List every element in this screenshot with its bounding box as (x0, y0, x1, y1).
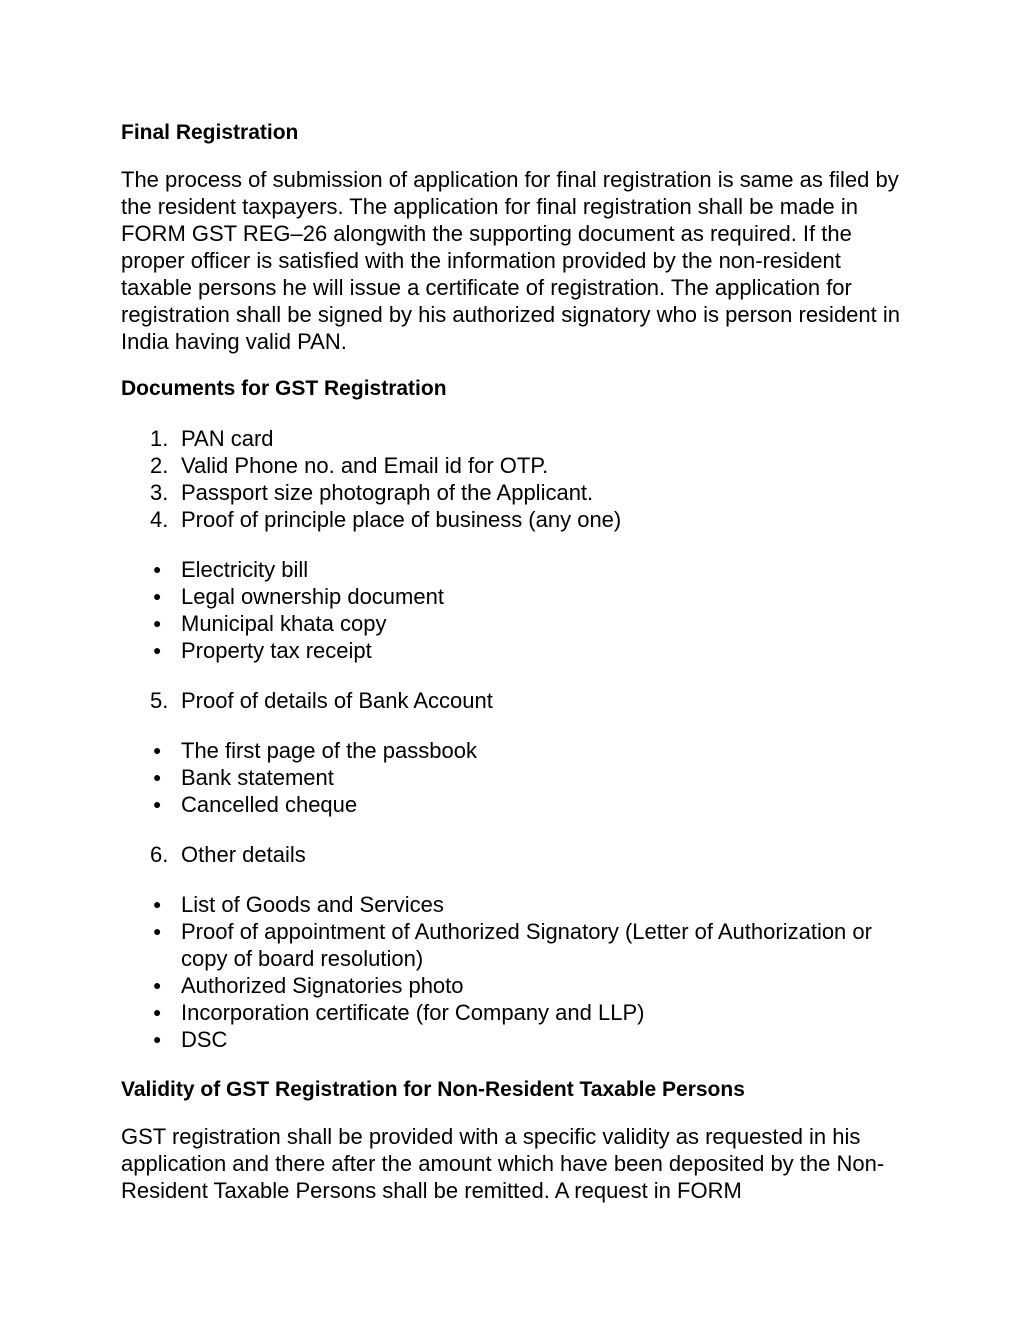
numbered-list-item6 (121, 841, 911, 868)
numbered-list-documents (121, 425, 911, 533)
bullet-list-other-details (121, 891, 911, 1053)
list-item-text: Incorporation certificate (for Company and LLP) (181, 1000, 645, 1025)
list-item-text: Valid Phone no. and Email id for OTP. (181, 453, 549, 478)
list-item (121, 891, 911, 918)
bullet-icon: ● (153, 742, 162, 758)
list-number: 3. (150, 480, 169, 505)
bullet-icon: ● (153, 588, 162, 604)
list-item (121, 841, 911, 868)
list-item (121, 972, 911, 999)
list-item-text: Legal ownership document (181, 584, 444, 609)
bullet-icon: ● (153, 769, 162, 785)
list-item-text: Proof of principle place of business (any one) (181, 507, 622, 532)
bullet-icon: ● (153, 977, 162, 993)
list-item (121, 999, 911, 1026)
list-number: 4. (150, 507, 169, 532)
list-item (121, 637, 911, 664)
list-number: 5. (150, 688, 169, 713)
list-item (121, 452, 911, 479)
bullet-icon: ● (153, 615, 162, 631)
list-number: 1. (150, 426, 169, 451)
bullet-icon: ● (153, 923, 162, 939)
list-item-text: List of Goods and Services (181, 892, 444, 917)
list-item (121, 918, 911, 972)
paragraph-validity: GST registration shall be provided with a specific validity as requested in his application and there after the amount which have been deposited by the Non-Resident Taxable Persons shall be remitted. A request in FORM (121, 1124, 885, 1203)
list-item-text: The first page of the passbook (181, 738, 477, 763)
list-item-text: Authorized Signatories photo (181, 973, 464, 998)
list-number: 2. (150, 453, 169, 478)
list-item-text: Electricity bill (181, 557, 309, 582)
paragraph-final-registration: The process of submission of application for final registration is same as filed by the resident taxpayers. The application for final registration shall be made in FORM GST REG–26 alongwith the supporting document as required. If the proper officer is satisfied with the information provided by the non-resident taxable persons he will issue a certificate of registration. The application for registration shall be signed by his authorized signatory who is person resident in India having valid PAN. (121, 167, 900, 354)
list-item (121, 556, 911, 583)
document-body (121, 119, 911, 1204)
bullet-list-bank-proofs (121, 737, 911, 818)
list-item-text: Other details (181, 842, 306, 867)
list-item-text: Property tax receipt (181, 638, 372, 663)
numbered-list-item5 (121, 687, 911, 714)
list-item (121, 506, 911, 533)
heading-validity: Validity of GST Registration for Non-Resident Taxable Persons (121, 1078, 745, 1101)
bullet-icon: ● (153, 561, 162, 577)
list-item-text: Cancelled cheque (181, 792, 358, 817)
bullet-icon: ● (153, 642, 162, 658)
list-item (121, 764, 911, 791)
heading-final-registration: Final Registration (121, 121, 299, 144)
list-item-text: Proof of details of Bank Account (181, 688, 493, 713)
list-item (121, 583, 911, 610)
list-number: 6. (150, 842, 169, 867)
list-item (121, 425, 911, 452)
list-item (121, 687, 911, 714)
heading-documents: Documents for GST Registration (121, 377, 447, 400)
list-item (121, 791, 911, 818)
list-item-text: DSC (181, 1027, 228, 1052)
list-item-text: Passport size photograph of the Applicant. (181, 480, 594, 505)
list-item (121, 737, 911, 764)
bullet-list-business-proofs (121, 556, 911, 664)
list-item (121, 479, 911, 506)
list-item-text: PAN card (181, 426, 274, 451)
bullet-icon: ● (153, 1031, 162, 1047)
bullet-icon: ● (153, 1004, 162, 1020)
list-item-text: Proof of appointment of Authorized Signatory (Letter of Authorization or copy of board resolution) (181, 919, 872, 971)
list-item (121, 610, 911, 637)
bullet-icon: ● (153, 796, 162, 812)
list-item-text: Municipal khata copy (181, 611, 387, 636)
list-item-text: Bank statement (181, 765, 334, 790)
list-item (121, 1026, 911, 1053)
bullet-icon: ● (153, 896, 162, 912)
